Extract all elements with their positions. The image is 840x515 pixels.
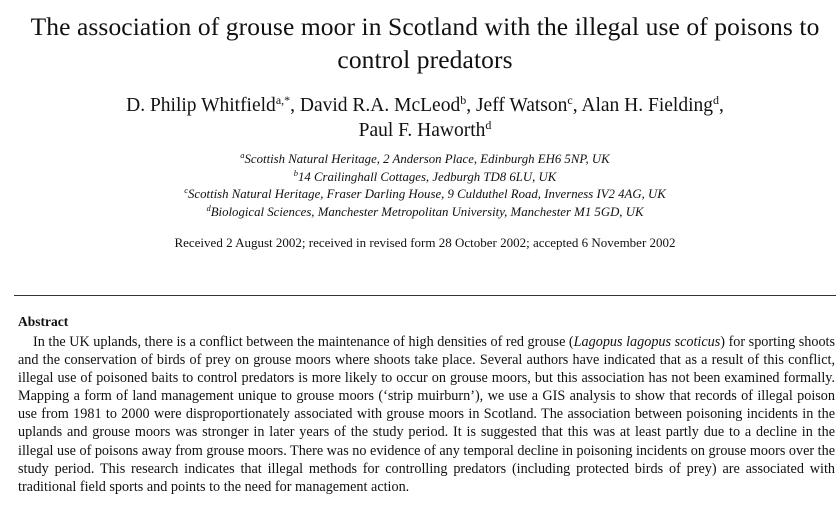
species-name: Lagopus lagopus scoticus bbox=[573, 334, 721, 350]
affiliation-mark: d bbox=[206, 202, 211, 213]
section-divider bbox=[14, 295, 836, 296]
author-name: Alan H. Fielding bbox=[581, 95, 713, 116]
affiliation-mark: a bbox=[240, 150, 245, 160]
affiliation-line bbox=[40, 186, 810, 204]
affiliation-text: 14 Crailinghall Cottages, Jedburgh TD8 6LU, UK bbox=[297, 169, 557, 184]
author-name: David R.A. McLeod bbox=[299, 95, 461, 116]
affiliation-mark: b bbox=[293, 167, 298, 178]
affiliation-list bbox=[40, 151, 810, 221]
affiliation-mark: c bbox=[567, 93, 573, 107]
affiliation-mark: d bbox=[713, 93, 719, 107]
affiliation-text: Biological Sciences, Manchester Metropolitan University, Manchester M1 5GD, UK bbox=[210, 204, 644, 219]
affiliation-mark: c bbox=[184, 185, 189, 195]
affiliation-text: Scottish Natural Heritage, Fraser Darling House, 9 Culduthel Road, Inverness IV2 4AG, UK bbox=[188, 187, 666, 201]
affiliation-mark: a,* bbox=[275, 93, 291, 107]
affiliation-line bbox=[40, 169, 810, 187]
affiliation-line bbox=[40, 204, 810, 222]
author-name: Jeff Watson bbox=[475, 95, 568, 116]
affiliation-mark: d bbox=[485, 118, 492, 132]
abstract-text: ) for sporting shoots and the conservation of birds of prey on grouse moors where shoots take place. Several authors have indicated that as a result of this conflict, illegal use of poisoned baits to control predators is more likely to occur on grouse moors, but this association has not been examined formally. Mapping a form of land management unique to grouse moors (‘strip muirburn’), we use a GIS analysis to show that records of illegal poison use from 1981 to 2000 were disproportionately associated with grouse moors in Scotland. The association between poisoning incidents in the uplands and grouse moors was stronger in later years of the study period. It is suggested that this was at least partly due to a decline in the illegal use of poisons away from grouse moors. There was no evidence of any temporal decline in poisoning incidents on grouse moors over the study period. This research indicates that illegal methods for controlling predators (including protected birds of prey) are associated with traditional field sports and points to the need for management action. bbox=[18, 334, 835, 495]
author-list bbox=[35, 93, 815, 143]
affiliation-text: Scottish Natural Heritage, 2 Anderson Place, Edinburgh EH6 5NP, UK bbox=[244, 152, 610, 166]
author-separator: , bbox=[466, 95, 476, 116]
abstract-body bbox=[18, 333, 835, 496]
abstract-heading: Abstract bbox=[18, 314, 69, 329]
author-name: D. Philip Whitfield bbox=[126, 95, 276, 116]
abstract-text: In the UK uplands, there is a conflict between the maintenance of high densities of red grouse ( bbox=[33, 334, 574, 350]
author-separator: , bbox=[572, 95, 582, 116]
author-separator: , bbox=[719, 95, 724, 116]
affiliation-line bbox=[40, 151, 810, 169]
author-separator: , bbox=[290, 95, 300, 116]
paper-title: The association of grouse moor in Scotland with the illegal use of poisons to control predators bbox=[30, 12, 820, 74]
affiliation-mark: b bbox=[460, 93, 467, 107]
received-dates: Received 2 August 2002; received in revised form 28 October 2002; accepted 6 November 2002 bbox=[174, 235, 676, 250]
author-name: Paul F. Haworth bbox=[358, 120, 486, 141]
